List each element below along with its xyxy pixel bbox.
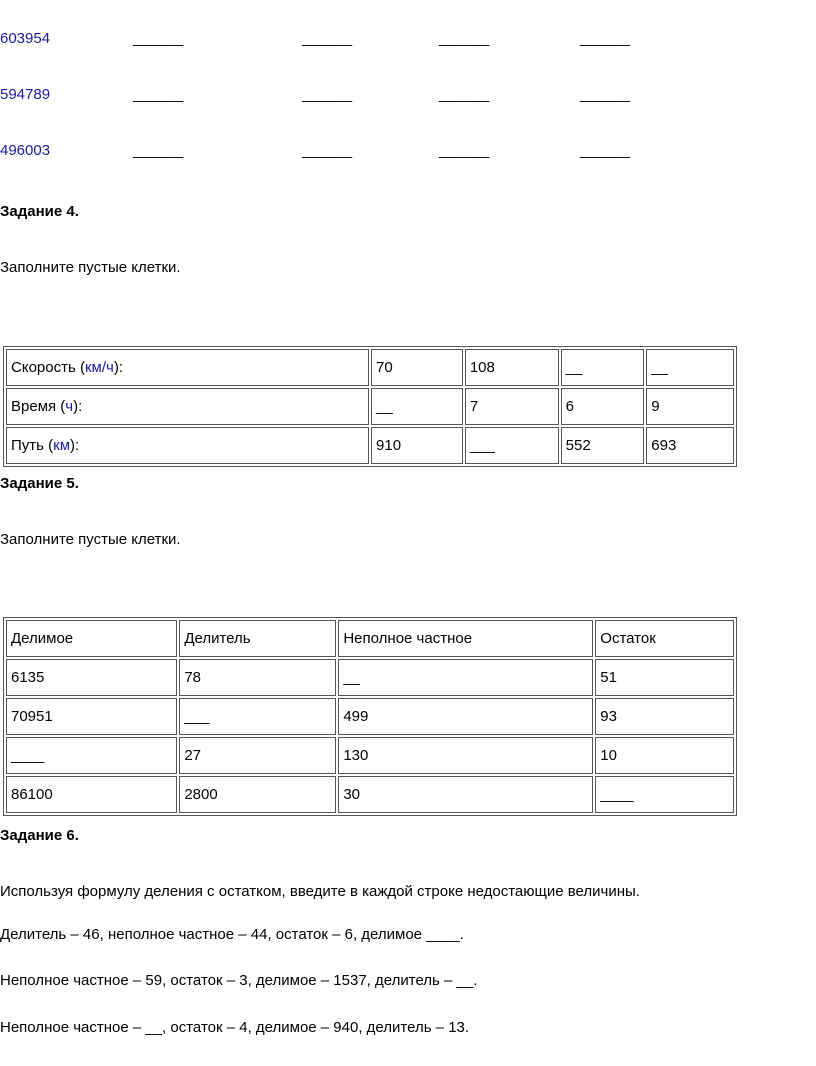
blank[interactable]: ______ bbox=[133, 30, 184, 47]
table-cell: 27 bbox=[179, 737, 336, 774]
table-cell: 70951 bbox=[6, 698, 177, 735]
blank[interactable]: ______ bbox=[439, 142, 490, 159]
number-value: 496003 bbox=[0, 142, 51, 159]
blank[interactable]: ______ bbox=[133, 86, 184, 103]
table-cell-blank[interactable]: __ bbox=[371, 388, 463, 425]
column-header: Остаток bbox=[595, 620, 734, 657]
task6-instruction: Используя формулу деления с остатком, введите в каждой строке недостающие величины. bbox=[0, 883, 640, 900]
table-cell: 93 bbox=[595, 698, 734, 735]
task5-instruction: Заполните пустые клетки. bbox=[0, 531, 181, 548]
table-cell: 10 bbox=[595, 737, 734, 774]
table-cell: 552 bbox=[561, 427, 645, 464]
blank[interactable]: ______ bbox=[302, 142, 353, 159]
table-cell: 51 bbox=[595, 659, 734, 696]
row-label: Время (ч): bbox=[6, 388, 369, 425]
column-header: Неполное частное bbox=[338, 620, 593, 657]
division-table bbox=[3, 617, 737, 816]
table-cell: 7 bbox=[465, 388, 559, 425]
table-cell: 30 bbox=[338, 776, 593, 813]
table-cell: 70 bbox=[371, 349, 463, 386]
column-header: Делимое bbox=[6, 620, 177, 657]
blank[interactable]: ______ bbox=[302, 86, 353, 103]
task4-title: Задание 4. bbox=[0, 203, 79, 220]
table-row bbox=[6, 698, 734, 735]
table-cell: 910 bbox=[371, 427, 463, 464]
table-cell: 2800 bbox=[179, 776, 336, 813]
table-cell: 499 bbox=[338, 698, 593, 735]
table-cell: 9 bbox=[646, 388, 734, 425]
speed-time-distance-table bbox=[3, 346, 737, 467]
task6-line: Неполное частное – __, остаток – 4, делимое – 940, делитель – 13. bbox=[0, 1019, 470, 1036]
task5-title: Задание 5. bbox=[0, 475, 79, 492]
table-cell-blank[interactable]: ___ bbox=[465, 427, 559, 464]
table-row bbox=[6, 659, 734, 696]
table-cell: 6135 bbox=[6, 659, 177, 696]
task6-title: Задание 6. bbox=[0, 827, 79, 844]
table-cell: 108 bbox=[465, 349, 559, 386]
table-row bbox=[6, 349, 734, 386]
number-value: 594789 bbox=[0, 86, 51, 103]
table-cell: 78 bbox=[179, 659, 336, 696]
blank[interactable]: ______ bbox=[580, 142, 631, 159]
column-header: Делитель bbox=[179, 620, 336, 657]
table-cell-blank[interactable]: __ bbox=[561, 349, 645, 386]
row-label: Путь (км): bbox=[6, 427, 369, 464]
table-cell-blank[interactable]: __ bbox=[338, 659, 593, 696]
table-cell-blank[interactable]: ____ bbox=[595, 776, 734, 813]
table-cell: 130 bbox=[338, 737, 593, 774]
table-cell-blank[interactable]: ___ bbox=[179, 698, 336, 735]
task4-instruction: Заполните пустые клетки. bbox=[0, 259, 181, 276]
table-row bbox=[6, 388, 734, 425]
table-row bbox=[6, 737, 734, 774]
number-value: 603954 bbox=[0, 30, 51, 47]
table-cell: 693 bbox=[646, 427, 734, 464]
blank[interactable]: ______ bbox=[439, 86, 490, 103]
row-label: Скорость (км/ч): bbox=[6, 349, 369, 386]
table-cell: 6 bbox=[561, 388, 645, 425]
table-cell-blank[interactable]: __ bbox=[646, 349, 734, 386]
blank[interactable]: ______ bbox=[580, 30, 631, 47]
task6-line: Делитель – 46, неполное частное – 44, остаток – 6, делимое ____. bbox=[0, 926, 464, 943]
table-cell: 86100 bbox=[6, 776, 177, 813]
table-row bbox=[6, 776, 734, 813]
table-header-row bbox=[6, 620, 734, 657]
blank[interactable]: ______ bbox=[133, 142, 184, 159]
table-row bbox=[6, 427, 734, 464]
blank[interactable]: ______ bbox=[580, 86, 631, 103]
task6-line: Неполное частное – 59, остаток – 3, делимое – 1537, делитель – __. bbox=[0, 972, 478, 989]
blank[interactable]: ______ bbox=[439, 30, 490, 47]
table-cell-blank[interactable]: ____ bbox=[6, 737, 177, 774]
blank[interactable]: ______ bbox=[302, 30, 353, 47]
